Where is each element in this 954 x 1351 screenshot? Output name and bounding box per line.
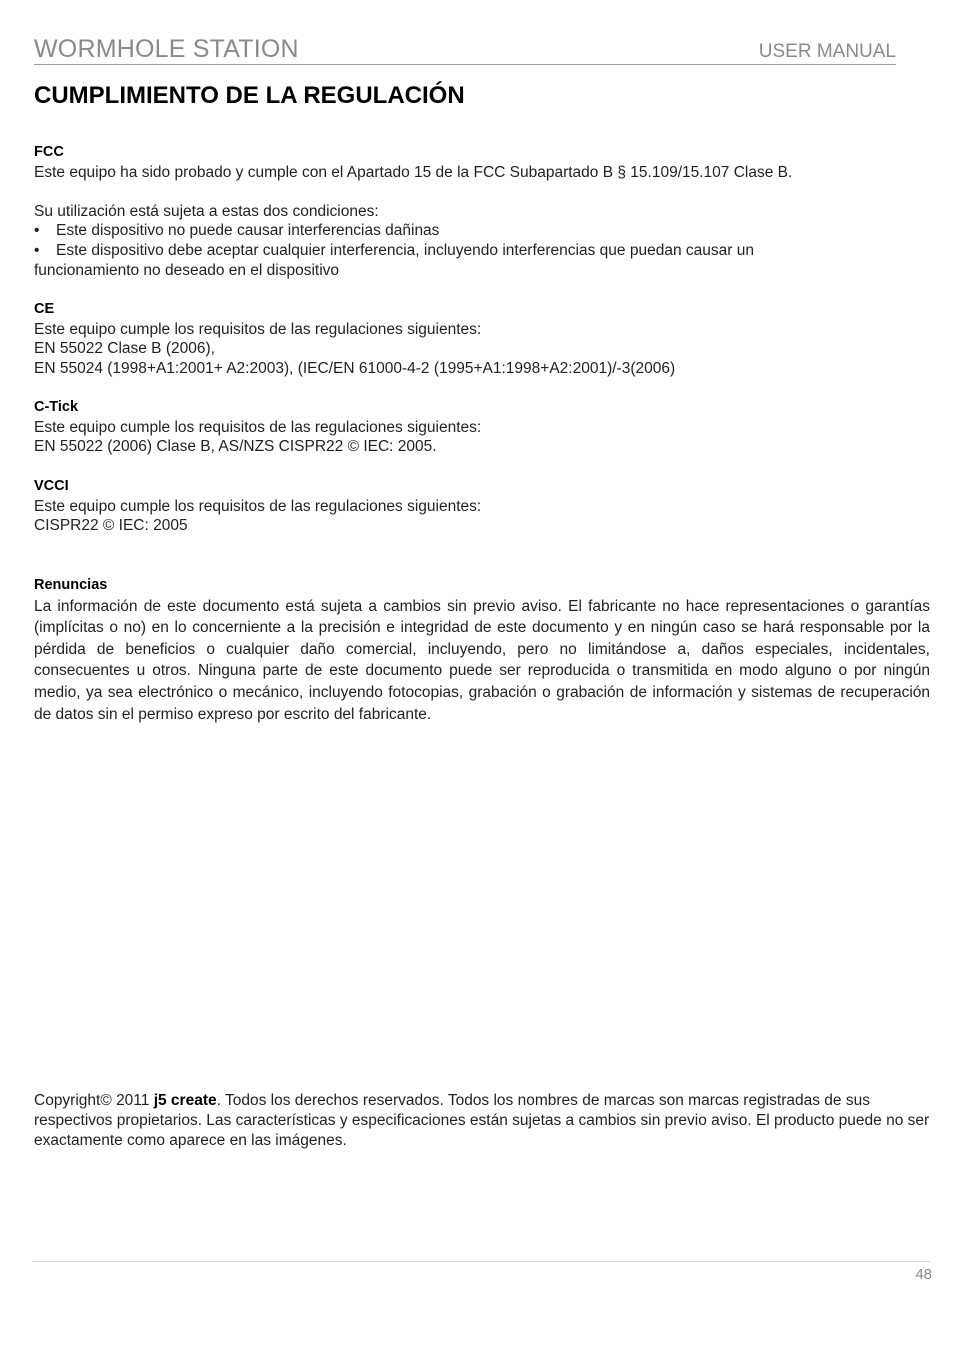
page-number: 48 — [915, 1266, 932, 1283]
fcc-bullet-text: Este dispositivo debe aceptar cualquier interferencia, incluyendo interferencias que puedan causar un — [56, 241, 754, 259]
manual-label: USER MANUAL — [758, 41, 896, 62]
disclaimer-section — [34, 576, 930, 725]
vcci-title: VCCI — [34, 478, 69, 494]
copyright-text — [34, 1091, 930, 1151]
fcc-title: FCC — [34, 144, 64, 160]
ctick-line: Este equipo cumple los requisitos de las regulaciones siguientes: — [34, 418, 482, 436]
footer-divider — [32, 1261, 930, 1262]
bullet-marker: • — [34, 222, 40, 240]
vcci-section — [34, 477, 930, 536]
document-title: WORMHOLE STATION — [34, 35, 299, 63]
fcc-bullet-text: Este dispositivo no puede causar interferencias dañinas — [56, 222, 440, 240]
disclaimer-title: Renuncias — [34, 577, 108, 593]
fcc-statement: Este equipo ha sido probado y cumple con el Apartado 15 de la FCC Subapartado B § 15.109/15.107 Clase B. — [34, 163, 793, 181]
ce-title: CE — [34, 301, 55, 317]
ce-line: EN 55022 Clase B (2006), — [34, 340, 215, 358]
ce-section — [34, 300, 930, 378]
ctick-line: EN 55022 (2006) Clase B, AS/NZS CISPR22 © IEC: 2005. — [34, 438, 437, 456]
fcc-bullet-1 — [34, 221, 930, 241]
fcc-bullet-2-continuation: funcionamiento no deseado en el dispositivo — [34, 261, 340, 279]
copyright-section — [34, 1091, 930, 1151]
copyright-prefix: Copyright© 2011 — [34, 1092, 154, 1109]
bullet-marker: • — [34, 241, 40, 259]
fcc-bullet-2 — [34, 241, 930, 261]
ctick-title: C-Tick — [34, 399, 79, 415]
page-header — [34, 34, 896, 65]
fcc-conditions-intro: Su utilización está sujeta a estas dos condiciones: — [34, 202, 379, 220]
ctick-section — [34, 398, 930, 457]
page-title: CUMPLIMIENTO DE LA REGULACIÓN — [34, 82, 465, 109]
vcci-line: CISPR22 © IEC: 2005 — [34, 517, 188, 535]
vcci-line: Este equipo cumple los requisitos de las regulaciones siguientes: — [34, 497, 482, 515]
copyright-body: . Todos los derechos reservados. Todos los nombres de marcas son marcas registradas de sus respectivos propietarios. Las características y especificaciones están sujetas a cambios sin previo aviso. El producto puede no ser exactamente como aparece en las imágenes. — [34, 1092, 930, 1149]
ce-line: Este equipo cumple los requisitos de las regulaciones siguientes: — [34, 320, 482, 338]
ce-line: EN 55024 (1998+A1:2001+ A2:2003), (IEC/EN 61000-4-2 (1995+A1:1998+A2:2001)/-3(2006) — [34, 359, 676, 377]
brand-name: j5 create — [153, 1092, 217, 1109]
fcc-section — [34, 143, 930, 280]
disclaimer-text: La información de este documento está sujeta a cambios sin previo aviso. El fabricante no hace representaciones o garantías (implícitas o no) en lo concerniente a la precisión e integridad de este documento y en ningún caso se hará responsable por la pérdida de beneficios o cualquier daño comercial, incluyendo, pero no limitándose a, daños especiales, incidentales, consecuentes u otros. Ninguna parte de este documento puede ser reproducida o transmitida en modo alguno o por ningún medio, ya sea electrónico o mecánico, incluyendo fotocopias, grabación o grabación de información y sistemas de recuperación de datos sin el permiso expreso por escrito del fabricante. — [34, 597, 930, 723]
